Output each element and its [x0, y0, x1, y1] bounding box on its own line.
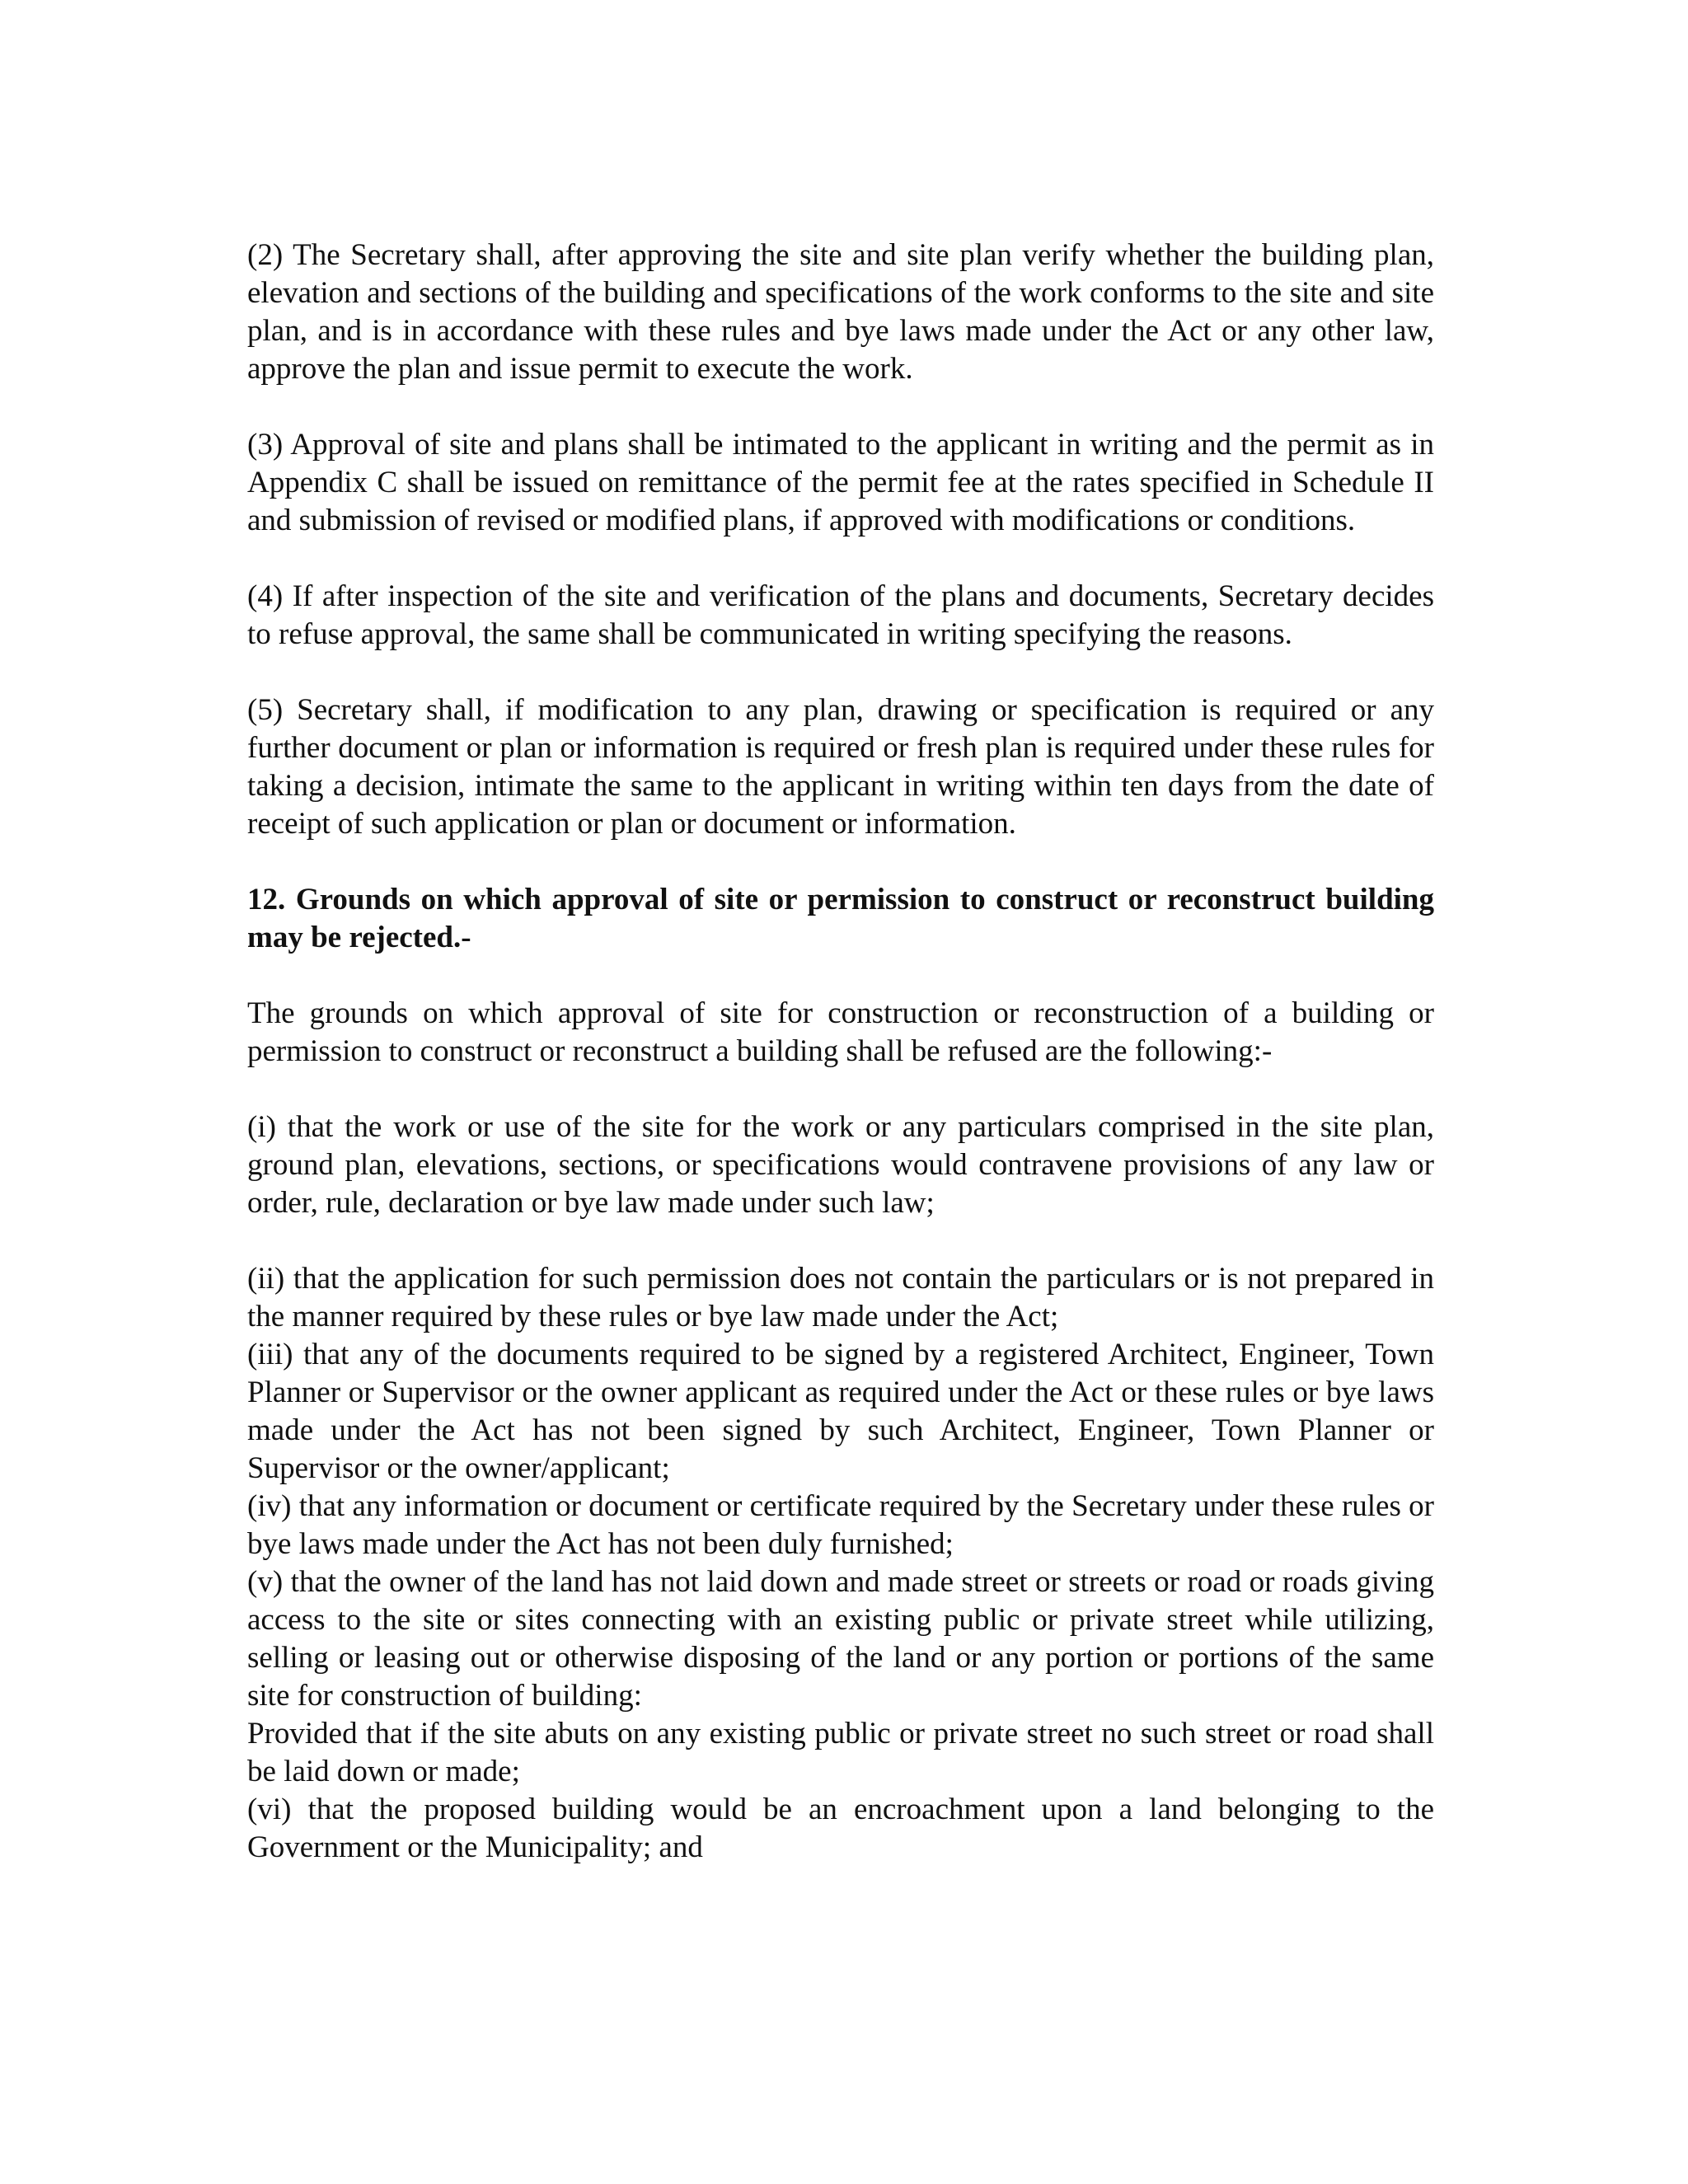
paragraph-2: (2) The Secretary shall, after approving the site and site plan verify whether the building plan, elevation and sections of the building and specifications of the work conforms to the site and site plan, and is in accordance with these rules and bye laws made under the Act or any other law, approve the plan and issue permit to execute the work.	[247, 238, 1434, 386]
section-12-intro: The grounds on which approval of site for construction or reconstruction of a building or permission to construct or reconstruct a building shall be refused are the following:-	[247, 996, 1434, 1068]
list-item-vi: (vi) that the proposed building would be an encroachment upon a land belonging to the Government or the Municipality; and	[247, 1793, 1434, 1864]
list-item-i: (i) that the work or use of the site for the work or any particulars comprised in the site plan, ground plan, elevations, sections, or specifications would contravene provisions of any law or order, rule, declaration or bye law made under such law;	[247, 1110, 1434, 1220]
paragraph-5: (5) Secretary shall, if modification to any plan, drawing or specification is required or any further document or plan or information is required or fresh plan is required under these rules for taking a decision, intimate the same to the applicant in writing within ten days from the date of receipt of such application or plan or document or information.	[247, 693, 1434, 841]
list-item-ii: (ii) that the application for such permission does not contain the particulars or is not prepared in the manner required by these rules or bye law made under the Act;	[247, 1262, 1434, 1333]
list-item-iv: (iv) that any information or document or certificate required by the Secretary under these rules or bye laws made under the Act has not been duly furnished;	[247, 1489, 1434, 1561]
list-item-iii: (iii) that any of the documents required to be signed by a registered Architect, Engineer, Town Planner or Supervisor or the owner applicant as required under the Act or these rules or bye laws made under the Act has not been signed by such Architect, Engineer, Town Planner or Supervisor or the owner/applicant;	[247, 1338, 1434, 1485]
document-page	[247, 237, 1434, 1867]
proviso: Provided that if the site abuts on any existing public or private street no such street or road shall be laid down or made;	[247, 1717, 1434, 1788]
list-item-v: (v) that the owner of the land has not laid down and made street or streets or road or roads giving access to the site or sites connecting with an existing public or private street while utilizing, selling or leasing out or otherwise disposing of the land or any portion or portions of the same site for construction of building:	[247, 1565, 1434, 1713]
section-12-heading: 12. Grounds on which approval of site or permission to construct or reconstruct building may be rejected.-	[247, 883, 1434, 954]
paragraph-3: (3) Approval of site and plans shall be intimated to the applicant in writing and the permit as in Appendix C shall be issued on remittance of the permit fee at the rates specified in Schedule II and submission of revised or modified plans, if approved with modifications or conditions.	[247, 428, 1434, 537]
paragraph-4: (4) If after inspection of the site and verification of the plans and documents, Secretary decides to refuse approval, the same shall be communicated in writing specifying the reasons.	[247, 579, 1434, 651]
